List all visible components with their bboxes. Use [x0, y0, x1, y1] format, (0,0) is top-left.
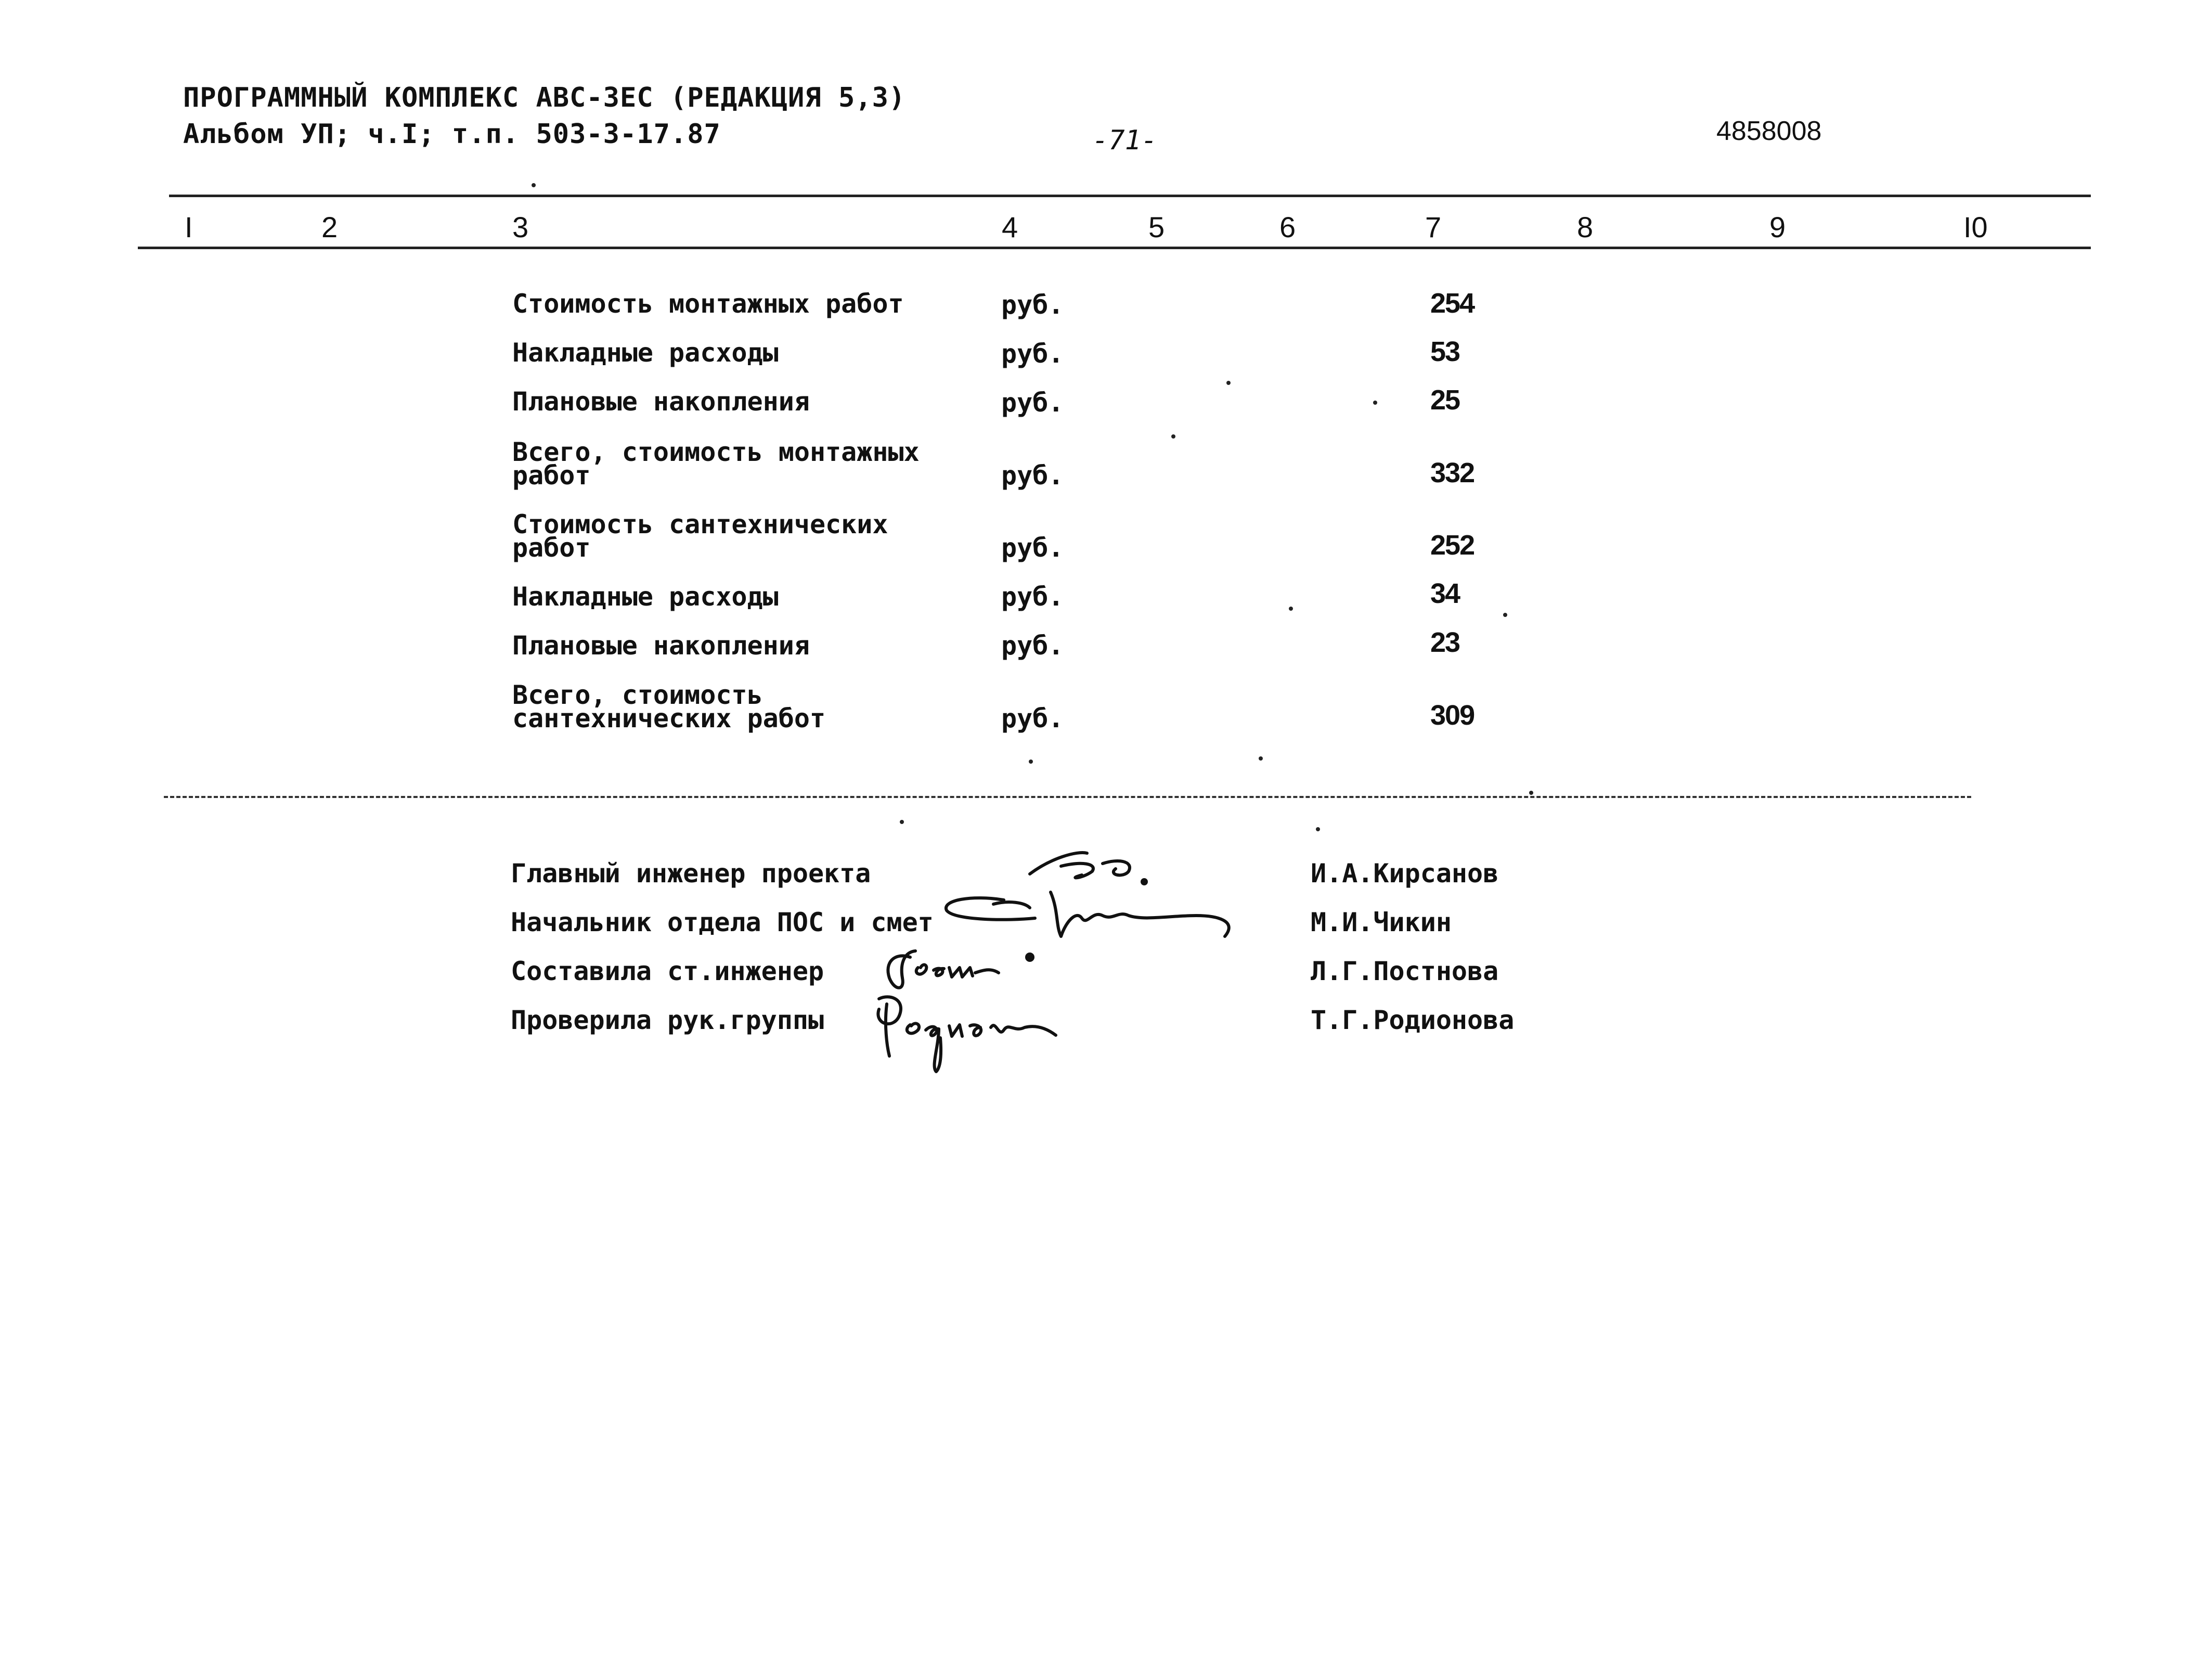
row-unit: руб. — [1001, 630, 1064, 661]
column-number-1: I — [185, 211, 193, 243]
signature-name-chief-engineer: И.А.Кирсанов — [1311, 858, 1499, 889]
row-value: 34 — [1430, 578, 1460, 609]
column-number-3: 3 — [512, 211, 529, 243]
signature-role-checker: Проверила рук.группы — [511, 1005, 824, 1035]
signature-role-chief-engineer: Главный инженер проекта — [511, 858, 871, 889]
scan-speck — [1503, 613, 1507, 617]
column-number-5: 5 — [1148, 211, 1165, 243]
row-unit: руб. — [1001, 703, 1064, 734]
row-value: 23 — [1430, 627, 1460, 658]
column-number-8: 8 — [1577, 211, 1594, 243]
row-value: 332 — [1430, 457, 1474, 488]
column-number-7: 7 — [1425, 211, 1442, 243]
table-top-rule — [169, 195, 2091, 197]
signature-role-department-head: Начальник отдела ПОС и смет — [511, 907, 934, 937]
signature-role-compiler: Составила ст.инженер — [511, 956, 824, 986]
row-label: Плановые накопления — [512, 387, 810, 417]
scan-speck — [1259, 756, 1263, 761]
scan-speck — [1529, 791, 1533, 795]
scan-speck — [1029, 760, 1033, 764]
row-value: 254 — [1430, 288, 1474, 319]
row-unit: руб. — [1001, 533, 1064, 563]
row-unit: руб. — [1001, 582, 1064, 612]
scan-speck — [1373, 401, 1377, 405]
table-header-rule — [138, 247, 2091, 249]
signature-name-checker: Т.Г.Родионова — [1311, 1005, 1515, 1035]
row-unit: руб. — [1001, 290, 1064, 320]
document-number: 4858008 — [1716, 116, 1822, 146]
scan-speck — [1226, 381, 1231, 385]
row-label-line1: Всего, стоимость монтажных — [512, 437, 920, 467]
row-unit: руб. — [1001, 460, 1064, 491]
row-label-line2: работ — [512, 533, 591, 563]
row-value: 252 — [1430, 530, 1474, 561]
row-label: Накладные расходы — [512, 338, 779, 368]
column-number-9: 9 — [1769, 211, 1786, 243]
column-number-2: 2 — [321, 211, 338, 243]
row-value: 53 — [1430, 336, 1460, 367]
row-label-line1: Всего, стоимость — [512, 680, 763, 710]
column-number-6: 6 — [1279, 211, 1296, 243]
row-label: Плановые накопления — [512, 630, 810, 661]
page-number: -71- — [1092, 125, 1158, 156]
signature-name-compiler: Л.Г.Постнова — [1311, 956, 1499, 986]
row-label: Стоимость монтажных работ — [512, 289, 904, 319]
album-reference: Альбом УП; ч.I; т.п. 503-3-17.87 — [183, 119, 721, 150]
column-number-4: 4 — [1002, 211, 1018, 243]
scan-speck — [1289, 607, 1293, 611]
row-unit: руб. — [1001, 388, 1064, 418]
row-label: Накладные расходы — [512, 582, 779, 612]
program-title: ПРОГРАММНЫЙ КОМПЛЕКС АВС-ЗЕС (РЕДАКЦИЯ 5,3) — [183, 82, 906, 113]
scan-speck — [1316, 827, 1320, 831]
row-value: 309 — [1430, 700, 1474, 731]
column-number-10: I0 — [1963, 211, 1988, 243]
scan-speck — [1171, 434, 1175, 439]
row-label-line1: Стоимость сантехнических — [512, 509, 888, 539]
table-bottom-rule — [164, 796, 1971, 798]
row-unit: руб. — [1001, 339, 1064, 369]
signature-name-department-head: М.И.Чикин — [1311, 907, 1452, 937]
scan-speck — [900, 820, 904, 824]
row-label-line2: работ — [512, 460, 591, 491]
row-value: 25 — [1430, 384, 1460, 416]
row-label-line2: сантехнических работ — [512, 703, 826, 734]
scan-speck — [532, 183, 536, 187]
handwritten-signature-checker — [858, 988, 1082, 1077]
